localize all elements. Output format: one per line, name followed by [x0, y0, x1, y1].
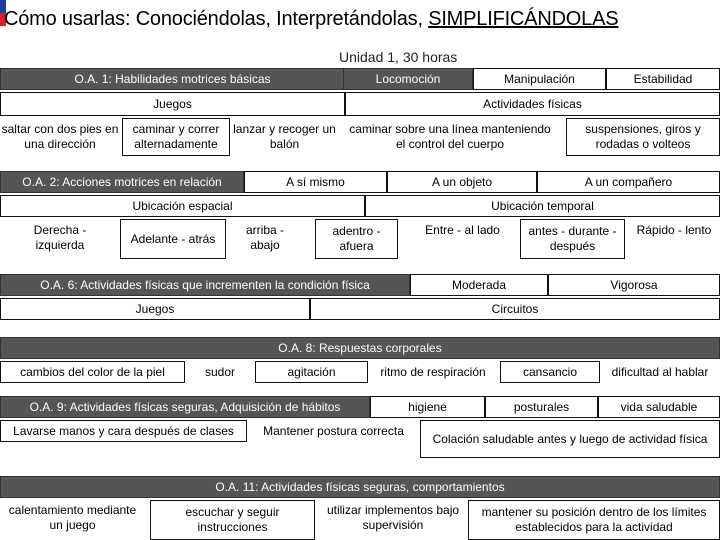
oa2-ubicacion-espacial: Ubicación espacial [0, 195, 365, 217]
oa9-vida-saludable: vida saludable [598, 396, 720, 418]
oa1-item: caminar sobre una línea manteniendo el control del cuerpo [349, 122, 551, 151]
oa2-objeto: A un objeto [387, 171, 537, 193]
oa9-item: Colación saludable antes y luego de actividad física [420, 420, 720, 458]
oa6-moderada: Moderada [410, 274, 548, 296]
oa1-juegos: Juegos [0, 92, 345, 116]
oa8-header: O.A. 8: Respuestas corporales [0, 337, 720, 359]
oa2-item: antes - durante - después [520, 219, 625, 259]
oa11-item: escuchar y seguir instrucciones [150, 500, 315, 540]
oa2-item: Entre - al lado [425, 223, 500, 237]
oa8-item: sudor [204, 365, 236, 379]
unit-label: Unidad 1, 30 horas [339, 49, 458, 65]
oa1-actividades: Actividades físicas [345, 92, 720, 116]
oa6-vigorosa: Vigorosa [548, 274, 720, 296]
oa1-estabilidad: Estabilidad [606, 68, 720, 90]
oa8-item: cambios del color de la piel [0, 361, 185, 383]
oa11-item: calentamiento mediante un juego [8, 503, 137, 532]
oa2-item: Derecha - izquierda [33, 223, 87, 252]
oa6-juegos: Juegos [0, 298, 310, 320]
oa1-item: saltar con dos pies en una dirección [1, 122, 119, 151]
oa8-item: dificultad al hablar [611, 365, 709, 379]
oa1-item: suspensiones, giros y rodadas o volteos [566, 118, 720, 156]
oa11-header: O.A. 11: Actividades físicas seguras, comportamientos [0, 476, 720, 498]
oa9-item: Lavarse manos y cara después de clases [0, 420, 247, 442]
oa2-ubicacion-temporal: Ubicación temporal [365, 195, 720, 217]
oa2-item: Adelante - atrás [120, 219, 226, 259]
oa1-item: lanzar y recoger un balón [233, 122, 336, 151]
oa2-header: O.A. 2: Acciones motrices en relación [0, 171, 244, 193]
oa1-item: caminar y correr alternadamente [122, 118, 230, 156]
oa8-item: ritmo de respiración [380, 365, 486, 379]
oa6-circuitos: Circuitos [310, 298, 720, 320]
oa2-companero: A un compañero [537, 171, 720, 193]
oa11-item: utilizar implementos bajo supervisión [326, 503, 460, 532]
page-title: Cómo usarlas: Conociéndolas, Interpretándolas, SIMPLIFICÁNDOLAS [4, 8, 619, 30]
oa6-header: O.A. 6: Actividades físicas que incrementen la condición física [0, 274, 410, 296]
oa2-item: adentro - afuera [315, 219, 398, 259]
oa1-manipulacion: Manipulación [473, 68, 606, 90]
oa9-header: O.A. 9: Actividades físicas seguras, Adquisición de hábitos [0, 396, 370, 418]
oa9-item: Mantener postura correcta [263, 424, 404, 438]
oa11-item: mantener su posición dentro de los límites establecidos para la actividad [468, 500, 720, 540]
oa9-posturales: posturales [485, 396, 598, 418]
oa2-si-mismo: A sí mismo [244, 171, 387, 193]
oa1-header: O.A. 1: Habilidades motrices básicas [0, 68, 345, 90]
oa8-item: cansancio [500, 361, 600, 383]
oa2-item: Rápido - lento [636, 223, 712, 237]
oa8-item: agitación [255, 361, 368, 383]
oa9-higiene: higiene [370, 396, 485, 418]
oa1-locomocion: Locomoción [343, 68, 473, 90]
oa2-item: arriba - abajo [245, 223, 284, 252]
